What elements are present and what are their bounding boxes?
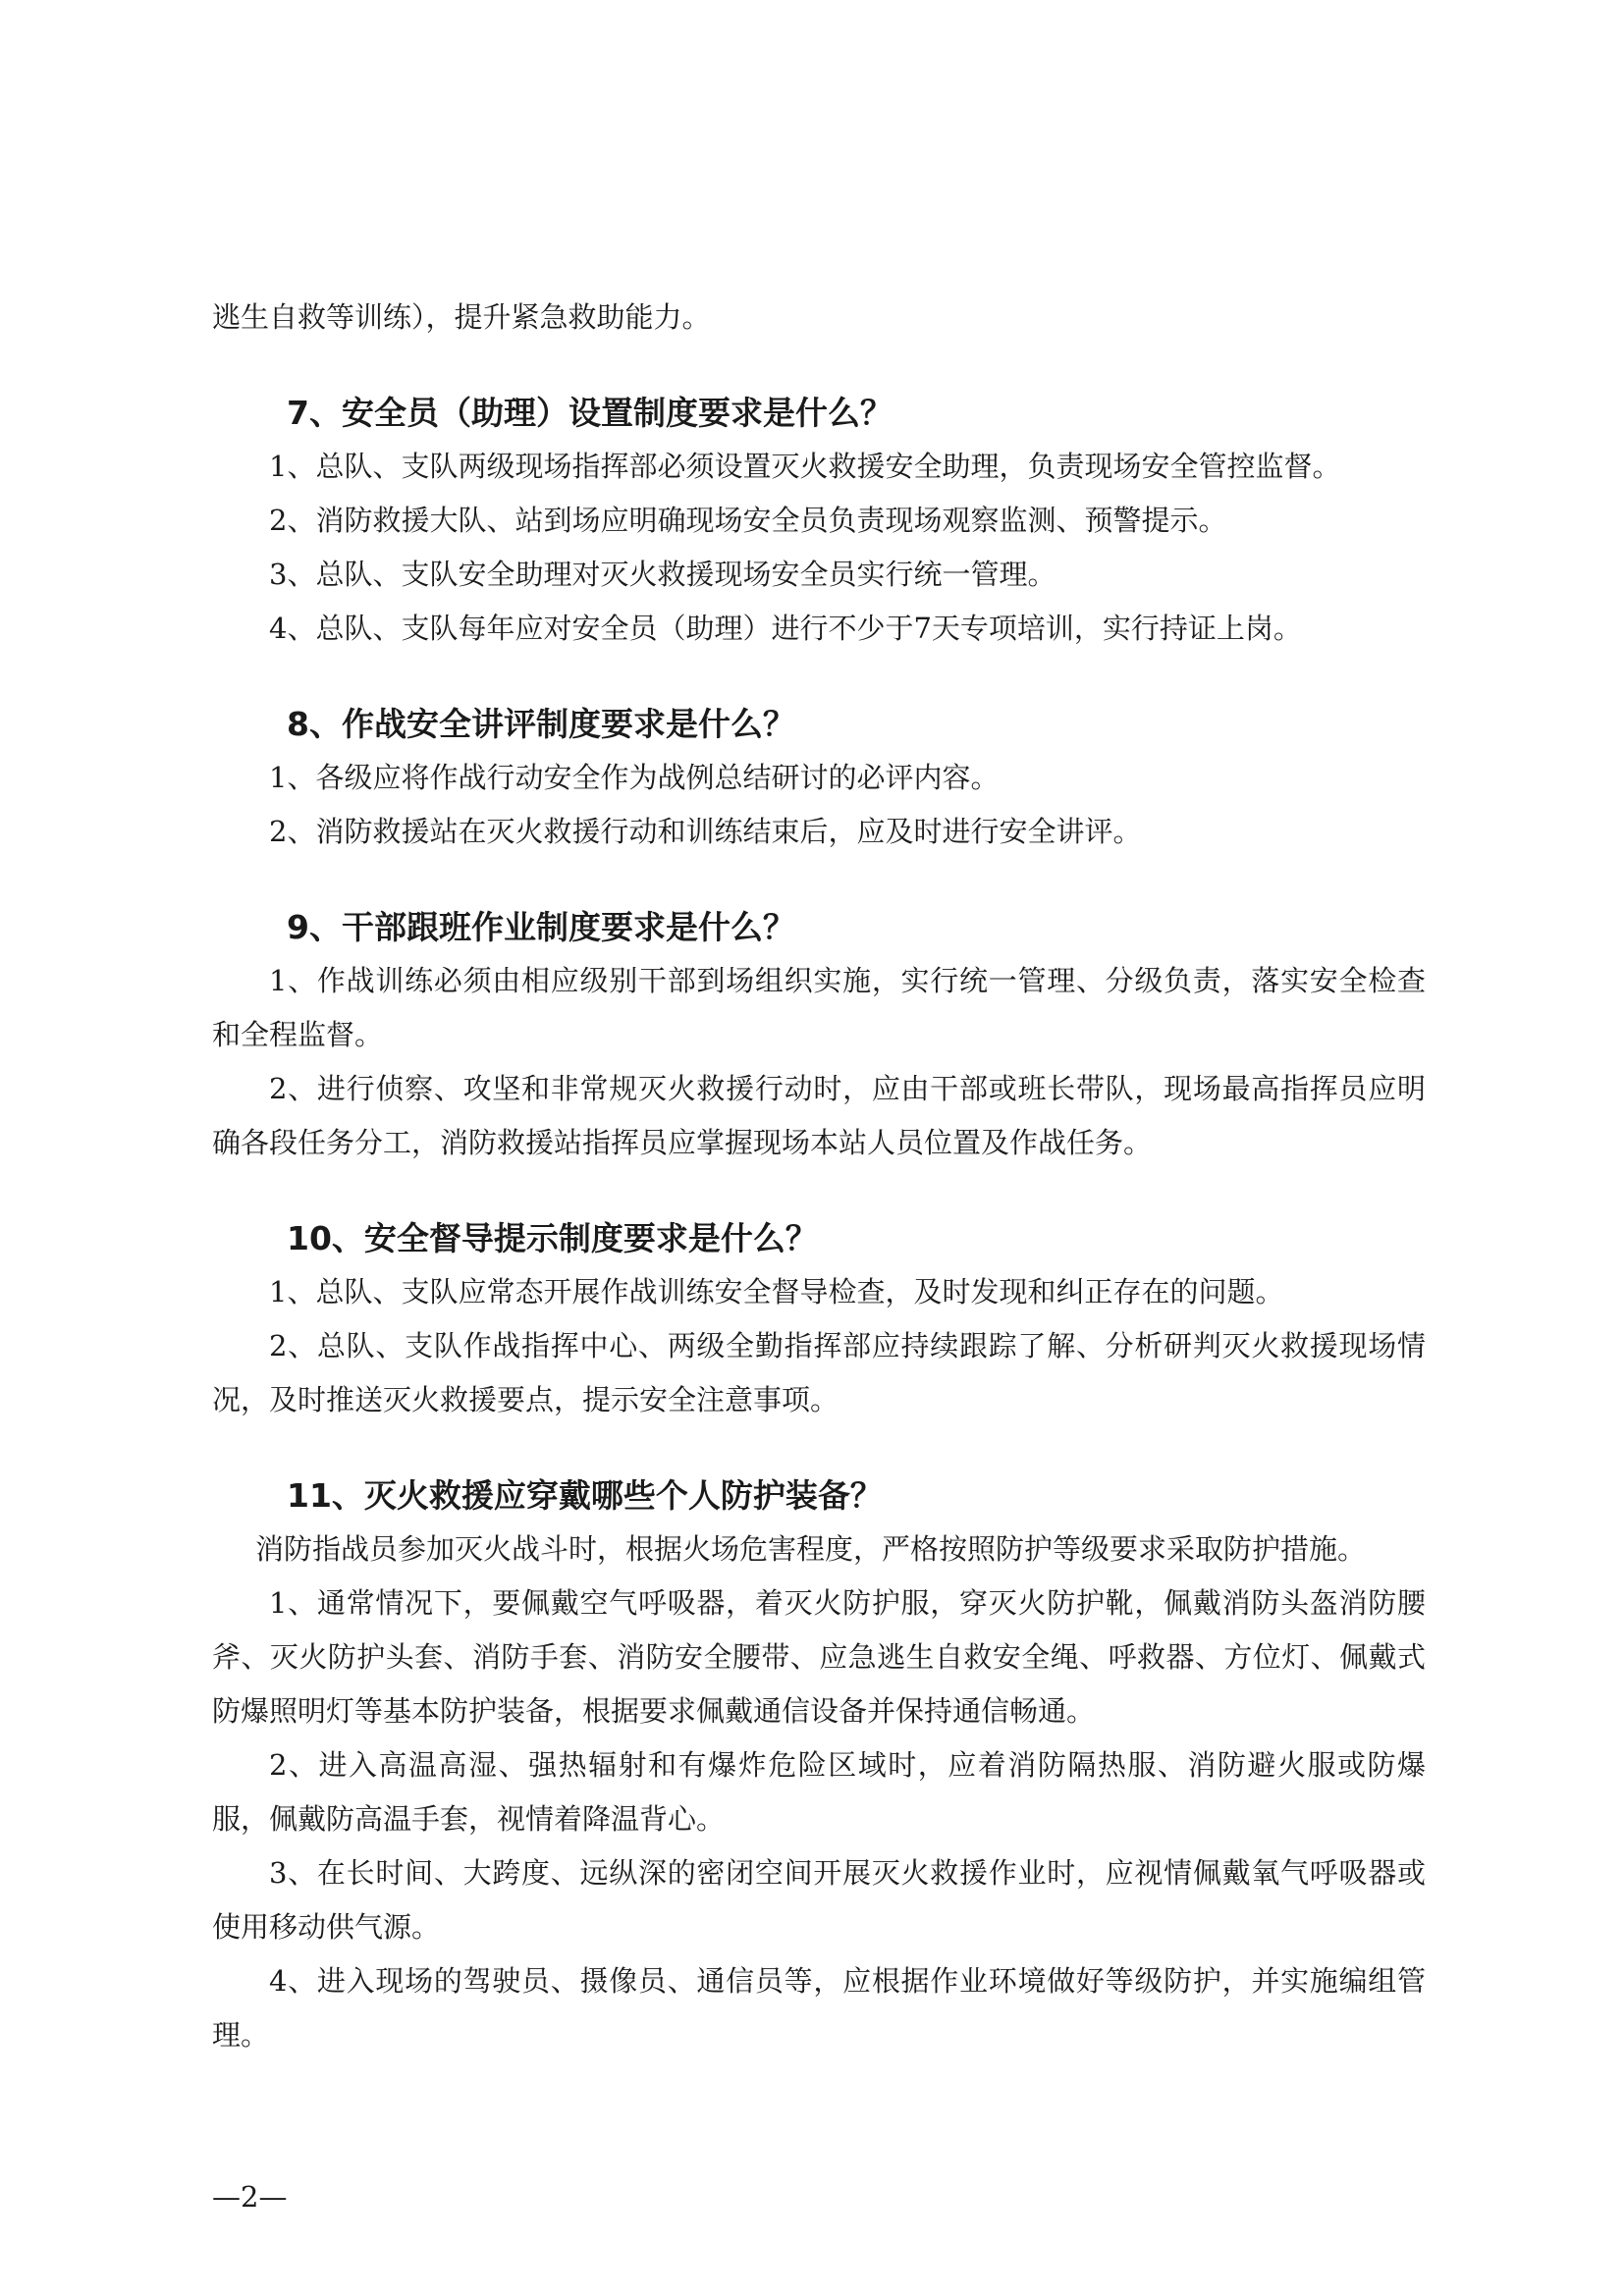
section-heading: 7、安全员（助理）设置制度要求是什么？: [287, 394, 893, 432]
paragraph: 2、进行侦察、攻坚和非常规灭火救援行动时，应由干部或班长带队，现场最高指挥员应明确各段任务分工，消防救援站指挥员应掌握现场本站人员位置及作战任务。: [212, 1072, 1426, 1159]
paragraph: 2、消防救援大队、站到场应明确现场安全员负责现场观察监测、预警提示。: [269, 504, 1227, 537]
section-heading: 9、干部跟班作业制度要求是什么？: [287, 908, 795, 946]
paragraph: 4、总队、支队每年应对安全员（助理）进行不少于7天专项培训，实行持证上岗。: [269, 612, 1302, 645]
paragraph: 2、消防救援站在灭火救援行动和训练结束后，应及时进行安全讲评。: [269, 815, 1142, 848]
section-heading: 10、安全督导提示制度要求是什么？: [287, 1219, 818, 1257]
paragraph: 消防指战员参加灭火战斗时，根据火场危害程度，严格按照防护等级要求采取防护措施。: [255, 1532, 1367, 1566]
section-heading: 8、作战安全讲评制度要求是什么？: [287, 705, 795, 743]
section-11: [212, 1468, 1426, 2062]
section-8: [212, 697, 1426, 859]
paragraph: 2、进入高温高湿、强热辐射和有爆炸危险区域时，应着消防隔热服、消防避火服或防爆服，佩戴防高温手套，视情着降温背心。: [212, 1748, 1426, 1836]
paragraph: 1、通常情况下，要佩戴空气呼吸器，着灭火防护服，穿灭火防护靴，佩戴消防头盔消防腰斧、灭火防护头套、消防手套、消防安全腰带、应急逃生自救安全绳、呼救器、方位灯、佩戴式防爆照明灯等基本防护装备，根据要求佩戴通信设备并保持通信畅通。: [212, 1586, 1426, 1728]
page-content: [212, 291, 1426, 2062]
section-10: [212, 1211, 1426, 1427]
paragraph: 3、总队、支队安全助理对灭火救援现场安全员实行统一管理。: [269, 558, 1056, 591]
paragraph: 4、进入现场的驾驶员、摄像员、通信员等，应根据作业环境做好等级防护，并实施编组管理。: [212, 1964, 1426, 2052]
paragraph: 2、总队、支队作战指挥中心、两级全勤指挥部应持续跟踪了解、分析研判灭火救援现场情况，及时推送灭火救援要点，提示安全注意事项。: [212, 1329, 1426, 1416]
page-number: —2—: [212, 2180, 288, 2214]
paragraph: 1、总队、支队两级现场指挥部必须设置灭火救援安全助理，负责现场安全管控监督。: [269, 450, 1341, 483]
section-7: [212, 386, 1426, 656]
section-heading: 11、灭火救援应穿戴哪些个人防护装备？: [287, 1476, 883, 1515]
paragraph: 1、总队、支队应常态开展作战训练安全督导检查，及时发现和纠正存在的问题。: [269, 1275, 1284, 1308]
paragraph: 1、作战训练必须由相应级别干部到场组织实施，实行统一管理、分级负责，落实安全检查和全程监督。: [212, 964, 1426, 1051]
section-9: [212, 900, 1426, 1170]
paragraph: 1、各级应将作战行动安全作为战例总结研讨的必评内容。: [269, 761, 1000, 794]
paragraph: 3、在长时间、大跨度、远纵深的密闭空间开展灭火救援作业时，应视情佩戴氧气呼吸器或使用移动供气源。: [212, 1856, 1426, 1944]
intro-paragraph: 逃生自救等训练），提升紧急救助能力。: [212, 300, 711, 334]
